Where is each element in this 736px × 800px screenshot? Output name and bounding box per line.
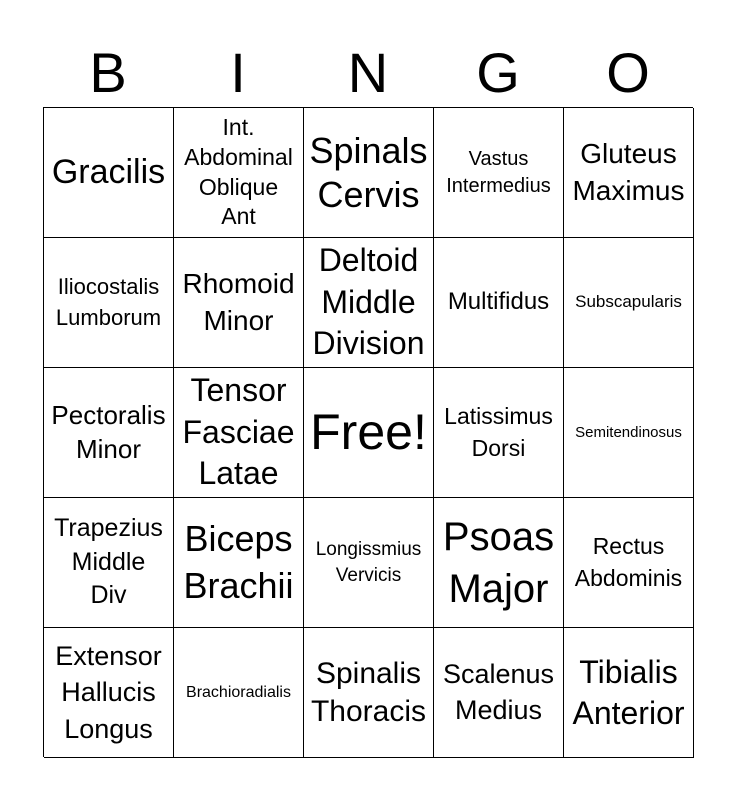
bingo-cell[interactable] bbox=[304, 238, 434, 368]
bingo-cell[interactable] bbox=[434, 368, 564, 498]
bingo-cell[interactable] bbox=[434, 498, 564, 628]
cell-label: Rectus Abdominis bbox=[574, 533, 683, 591]
bingo-cell[interactable] bbox=[304, 498, 434, 628]
bingo-cell[interactable] bbox=[434, 238, 564, 368]
cell-label: Multifidus bbox=[447, 288, 550, 316]
bingo-cell[interactable] bbox=[44, 498, 174, 628]
bingo-cell[interactable] bbox=[434, 628, 564, 758]
cell-label: Subscapularis bbox=[575, 292, 682, 312]
cell-label: Biceps Brachii bbox=[183, 517, 294, 606]
bingo-cell[interactable] bbox=[564, 238, 694, 368]
cell-label: Trapezius Middle Div bbox=[54, 513, 163, 610]
bingo-cell[interactable] bbox=[174, 368, 304, 498]
cell-label: Gluteus Maximus bbox=[572, 138, 685, 206]
bingo-cell[interactable] bbox=[44, 628, 174, 758]
bingo-cell[interactable] bbox=[174, 498, 304, 628]
bingo-cell[interactable] bbox=[174, 238, 304, 368]
free-space-cell[interactable] bbox=[304, 368, 434, 498]
header-letter-n: N bbox=[347, 41, 389, 104]
cell-label: Gracilis bbox=[51, 152, 166, 191]
bingo-cell[interactable] bbox=[564, 108, 694, 238]
bingo-cell[interactable] bbox=[44, 368, 174, 498]
cell-label: Iliocostalis Lumborum bbox=[55, 273, 162, 330]
bingo-cell[interactable] bbox=[174, 108, 304, 238]
bingo-cell[interactable] bbox=[304, 108, 434, 238]
cell-label: Longissmius Vervicis bbox=[315, 538, 422, 586]
bingo-cell[interactable] bbox=[304, 628, 434, 758]
bingo-cell[interactable] bbox=[434, 108, 564, 238]
cell-label: Deltoid Middle Division bbox=[312, 242, 425, 362]
cell-label: Tibialis Anterior bbox=[572, 653, 685, 731]
cell-label: Pectoralis Minor bbox=[51, 399, 166, 464]
bingo-cell[interactable] bbox=[564, 498, 694, 628]
free-space-label: Free! bbox=[310, 404, 427, 460]
bingo-grid bbox=[43, 107, 693, 757]
cell-label: Spinalis Thoracis bbox=[310, 657, 427, 728]
bingo-header bbox=[43, 42, 693, 104]
header-letter-g: G bbox=[476, 41, 520, 104]
cell-label: Latissimus Dorsi bbox=[444, 403, 553, 461]
cell-label: Scalenus Medius bbox=[442, 659, 555, 725]
cell-label: Rhomoid Minor bbox=[182, 268, 295, 336]
bingo-cell[interactable] bbox=[44, 108, 174, 238]
cell-label: Int. Abdominal Oblique Ant bbox=[184, 113, 293, 230]
bingo-cell[interactable] bbox=[174, 628, 304, 758]
cell-label: Vastus Intermedius bbox=[446, 147, 551, 197]
cell-label: Spinals Cervis bbox=[309, 129, 428, 215]
cell-label: Psoas Major bbox=[442, 514, 555, 611]
bingo-cell[interactable] bbox=[564, 368, 694, 498]
header-letter-o: O bbox=[606, 41, 650, 104]
bingo-cell[interactable] bbox=[44, 238, 174, 368]
cell-label: Tensor Fasciae Latae bbox=[182, 372, 295, 492]
cell-label: Brachioradialis bbox=[186, 683, 291, 701]
cell-label: Semitendinosus bbox=[575, 423, 682, 441]
header-letter-i: I bbox=[230, 41, 246, 104]
bingo-cell[interactable] bbox=[564, 628, 694, 758]
header-letter-b: B bbox=[89, 41, 127, 104]
cell-label: Extensor Hallucis Longus bbox=[55, 640, 162, 744]
